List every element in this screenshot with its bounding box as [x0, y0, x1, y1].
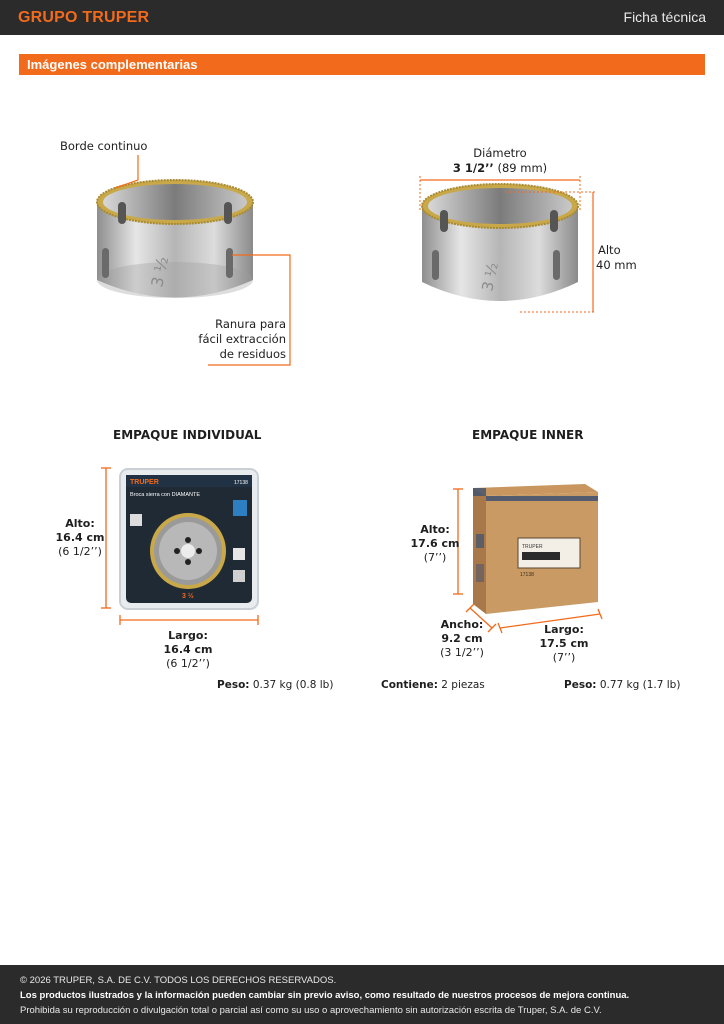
individual-alto-label: Alto: [65, 517, 95, 530]
individual-weight [217, 679, 333, 691]
inner-largo-label: Largo: [544, 623, 584, 636]
inner-largo-inches: (7’’) [552, 651, 576, 664]
carton-label-code: 17138 [520, 572, 534, 578]
individual-alto [55, 517, 105, 559]
inner-ancho-inches: (3 1/2’’) [440, 646, 484, 659]
inner-weight-label: Peso: [564, 679, 597, 691]
inner-contents-label: Contiene: [381, 679, 438, 691]
section-header [19, 54, 705, 75]
document-type: Ficha técnica [623, 9, 706, 25]
inner-alto-value: 17.6 cm [410, 537, 460, 550]
hole-saw-image-right [410, 170, 610, 320]
inner-largo [534, 623, 594, 665]
diameter-inches: 3 1/2’’ [452, 161, 494, 175]
inner-contents-value: 2 piezas [437, 679, 485, 691]
package-size-mark: 3 ½ [182, 593, 194, 600]
carton-box-image [448, 474, 608, 639]
individual-alto-inches: (6 1/2’’) [58, 545, 102, 558]
footer-copyright: © 2026 TRUPER, S.A. DE C.V. TODOS LOS DERECHOS RESERVADOS. [20, 975, 337, 986]
inner-alto-label: Alto: [420, 523, 450, 536]
package-brand: TRUPER [130, 479, 159, 486]
inner-weight [564, 679, 680, 691]
callout-borde-continuo: Borde continuo [60, 139, 148, 153]
saw-size-engraving: 3 ½ [147, 254, 173, 289]
empaque-inner-title: EMPAQUE INNER [472, 428, 584, 442]
height-value: 40 mm [596, 258, 637, 272]
height-label: Alto [598, 243, 621, 257]
individual-largo-inches: (6 1/2’’) [166, 657, 210, 670]
inner-ancho-label: Ancho: [440, 618, 484, 631]
inner-largo-value: 17.5 cm [539, 637, 589, 650]
inner-weight-value: 0.77 kg (1.7 lb) [596, 679, 681, 691]
saw-size-engraving-right: 3 ½ [478, 260, 502, 293]
package-code: 17138 [234, 480, 248, 486]
inner-alto-inches: (7’’) [423, 551, 447, 564]
empaque-individual-title: EMPAQUE INDIVIDUAL [113, 428, 262, 442]
package-product-line: Broca sierra con DIAMANTE [130, 492, 200, 498]
carton-label-brand: TRUPER [522, 544, 543, 550]
individual-largo [148, 629, 228, 671]
callout-ranura-line-2: fácil extracción [198, 332, 286, 346]
inner-alto [410, 523, 460, 565]
inner-ancho-value: 9.2 cm [441, 632, 483, 645]
section-title: Imágenes complementarias [27, 57, 198, 72]
individual-largo-label: Largo: [168, 629, 208, 642]
individual-weight-label: Peso: [217, 679, 250, 691]
blister-package-image [100, 466, 265, 626]
brand-logo: GRUPO TRUPER [18, 9, 150, 26]
footer-notice: Los productos ilustrados y la información pueden cambiar sin previo aviso, como resultado de nuestros procesos de mejora continua. [20, 990, 630, 1001]
inner-contents [381, 679, 485, 691]
footer-prohibition: Prohibida su reproducción o divulgación total o parcial así como su uso o aprovechamiento sin autorización escrita de Truper, S.A. de C.V. [20, 1005, 602, 1016]
callout-ranura-line-1: Ranura para [215, 317, 286, 331]
diameter-value [420, 161, 580, 176]
individual-largo-value: 16.4 cm [163, 643, 213, 656]
callout-ranura [186, 317, 286, 362]
inner-ancho [432, 618, 492, 660]
diameter-label: Diámetro [473, 146, 527, 160]
callout-ranura-line-3: de residuos [219, 347, 286, 361]
individual-alto-value: 16.4 cm [55, 531, 105, 544]
diameter-mm: (89 mm) [493, 161, 548, 175]
individual-weight-value: 0.37 kg (0.8 lb) [249, 679, 334, 691]
